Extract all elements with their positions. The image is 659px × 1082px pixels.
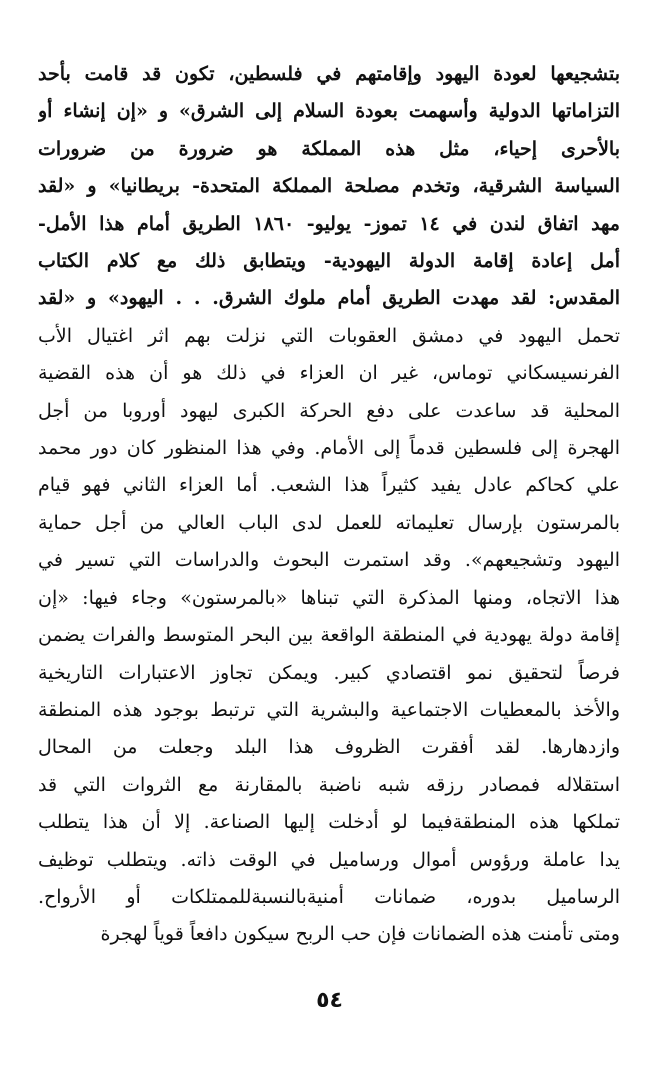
body-text [38, 56, 620, 954]
text-line: يدا عاملة ورؤوس أموال ورساميل في الوقت ذاته. ويتطلب توظيف [38, 848, 620, 871]
text-line: هذا الاتجاه، ومنها المذكرة التي تبناها «بالمرستون» وجاء فيها: «إن [38, 586, 620, 609]
text-line: بالأحرى إحياء، مثل هذه المملكة هو ضرورة من ضرورات [38, 137, 620, 160]
text-line: المحلية قد ساعدت على دفع الحركة الكبرى ليهود أوروبا من أجل [38, 399, 620, 422]
text-line: بالمرستون بإرسال تعليماته للعمل لدى الباب العالي من أجل حماية [38, 511, 620, 534]
text-line: ومتى تأمنت هذه الضمانات فإن حب الربح سيكون دافعاً قوياً لهجرة [100, 923, 620, 946]
text-line: اليهود وتشجيعهم». وقد استمرت البحوث والدراسات التي تسير في [38, 549, 620, 572]
text-line: تحمل اليهود في دمشق العقوبات التي نزلت بهم اثر اغتيال الأب [38, 324, 620, 347]
text-line: استقلاله فمصادر رزقه شبه ناضبة بالمقارنة مع الثروات التي قد [38, 773, 620, 796]
text-line: فرصاً لتحقيق نمو اقتصادي كبير. ويمكن تجاوز الاعتبارات التاريخية [38, 661, 620, 684]
text-line: علي كحاكم عادل يفيد كثيراً هذا الشعب. أما العزاء الثاني فهو قيام [38, 474, 620, 497]
page-number: ٥٤ [316, 988, 343, 1013]
text-line: أمل إعادة إقامة الدولة اليهودية- ويتطابق ذلك مع كلام الكتاب [38, 250, 620, 273]
page-content [38, 56, 620, 1016]
text-line: والأخذ بالمعطيات الاجتماعية والبشرية التي ترتبط بوجود هذه المنطقة [38, 698, 620, 721]
text-line: مهد اتفاق لندن في ١٤ تموز- يوليو- ١٨٦٠ الطريق أمام هذا الأمل- [38, 212, 620, 235]
text-line: المقدس: لقد مهدت الطريق أمام ملوك الشرق. . . اليهود» و «لقد [38, 287, 620, 310]
text-line: الرساميل بدوره، ضمانات أمنيةبالنسبةللممتلكات أو الأرواح. [38, 885, 620, 908]
text-line: تملكها هذه المنطقةفيما لو أدخلت إليها الصناعة. إلا أن هذا يتطلب [38, 811, 620, 834]
text-line: السياسة الشرقية، وتخدم مصلحة المملكة المتحدة- بريطانيا» و «لقد [38, 175, 620, 198]
text-line: التزاماتها الدولية وأسهمت بعودة السلام إلى الشرق» و «إن إنشاء أو [38, 100, 620, 123]
text-line: الفرنسيسكاني توماس، غير ان العزاء في ذلك هو أن هذه القضية [38, 362, 620, 385]
text-line: إقامة دولة يهودية في المنطقة الواقعة بين البحر المتوسط والفرات يضمن [38, 624, 620, 647]
text-line: الهجرة إلى فلسطين قدماً إلى الأمام. وفي هذا المنظور كان دور محمد [38, 437, 620, 460]
text-line: وازدهارها. لقد أفقرت الظروف هذا البلد وجعلت من المحال [38, 736, 620, 759]
text-line: بتشجيعها لعودة اليهود وإقامتهم في فلسطين، تكون قد قامت بأحد [38, 63, 620, 85]
